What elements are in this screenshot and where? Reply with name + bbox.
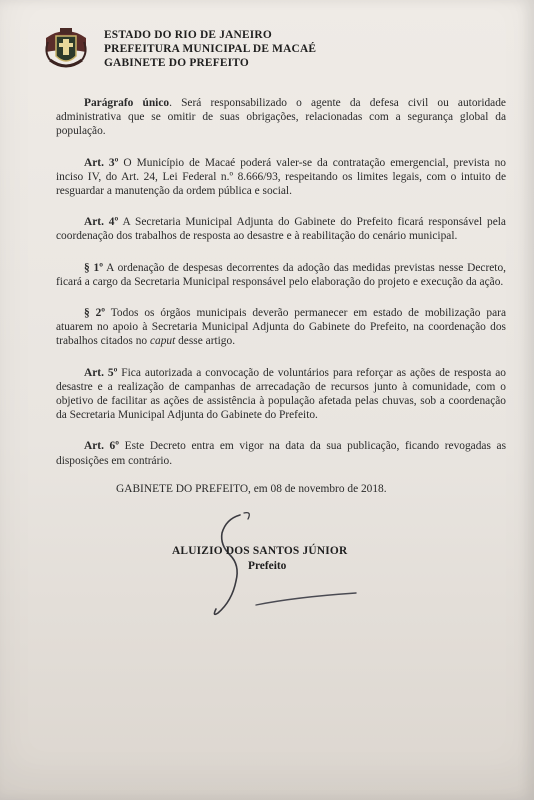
header-prefecture: PREFEITURA MUNICIPAL DE MACAÉ <box>104 43 317 55</box>
paragraph-text-end: desse artigo. <box>175 335 236 348</box>
caput-term: caput <box>149 335 176 348</box>
paragraph-text: A Secretaria Municipal Adjunta do Gabinete do Prefeito ficará responsável pela coordenação dos trabalhos de resposta ao desastre e à reabilitação do cenário municipal. <box>56 216 506 243</box>
paragraph-text: A ordenação de despesas decorrentes da adoção das medidas previstas nesse Decreto, ficará a cargo da Secretaria Municipal responsável pelo elaboração do projeto e execução da ação. <box>56 261 506 288</box>
paragraph-lead: Art. 4º <box>84 216 119 229</box>
header-state: ESTADO DO RIO DE JANEIRO <box>104 29 272 41</box>
paragraph-lead: Art. 6º <box>84 440 119 453</box>
article-4 <box>56 215 506 243</box>
signatory-name: ALUIZIO DOS SANTOS JÚNIOR <box>172 545 348 557</box>
article-5 <box>56 366 506 423</box>
header-office: GABINETE DO PREFEITO <box>104 57 249 69</box>
section-2 <box>56 306 506 349</box>
decree-body <box>56 96 506 485</box>
paragraph-text: O Município de Macaé poderá valer-se da contratação emergencial, prevista no inciso IV, do Art. 24, Lei Federal n.º 8.666/93, respeitando os limites legais, com o intuito de resguardar a manutenção da ordem pública e social. <box>56 156 506 198</box>
paragraph-lead: Parágrafo único <box>84 97 170 109</box>
paragraph-text: Todos os órgãos municipais deverão permanecer em estado de mobilização para atuarem no apoio à Secretaria Municipal Adjunta do Gabinete do Prefeito, na coordenação dos trabalhos citados no <box>56 307 506 348</box>
paragraph-lead: Art. 3º <box>84 156 119 169</box>
paragraph-text: . Será responsabilizado o agente da defesa civil ou autoridade administrativa que se omitir de suas obrigações, relacionadas com a segurança global da população. <box>56 97 506 138</box>
paragraph-text: Este Decreto entra em vigor na data da sua publicação, ficando revogadas as disposições em contrário. <box>56 440 506 467</box>
signatory-title: Prefeito <box>248 560 287 572</box>
article-3 <box>56 156 506 199</box>
closing-line: GABINETE DO PREFEITO, em 08 de novembro de 2018. <box>116 483 387 495</box>
article-6 <box>56 439 506 467</box>
section-1 <box>56 261 506 289</box>
paragraph-text: Fica autorizada a convocação de voluntários para reforçar as ações de resposta ao desastre e a realização de campanhas de arrecadação de recursos junto à comunidade, com o objetivo de facilitar as ações de assistência à população afetada pelas chuvas, sob a coordenação da Secretaria Municipal Adjunta do Gabinete do Prefeito. <box>56 366 506 422</box>
paragraph-lead: § 1º <box>84 261 103 274</box>
paragraph-lead: § 2º <box>84 307 106 320</box>
coat-of-arms-icon <box>40 22 92 74</box>
paragraph-lead: Art. 5º <box>84 366 118 379</box>
paragraph-unico <box>56 96 506 139</box>
